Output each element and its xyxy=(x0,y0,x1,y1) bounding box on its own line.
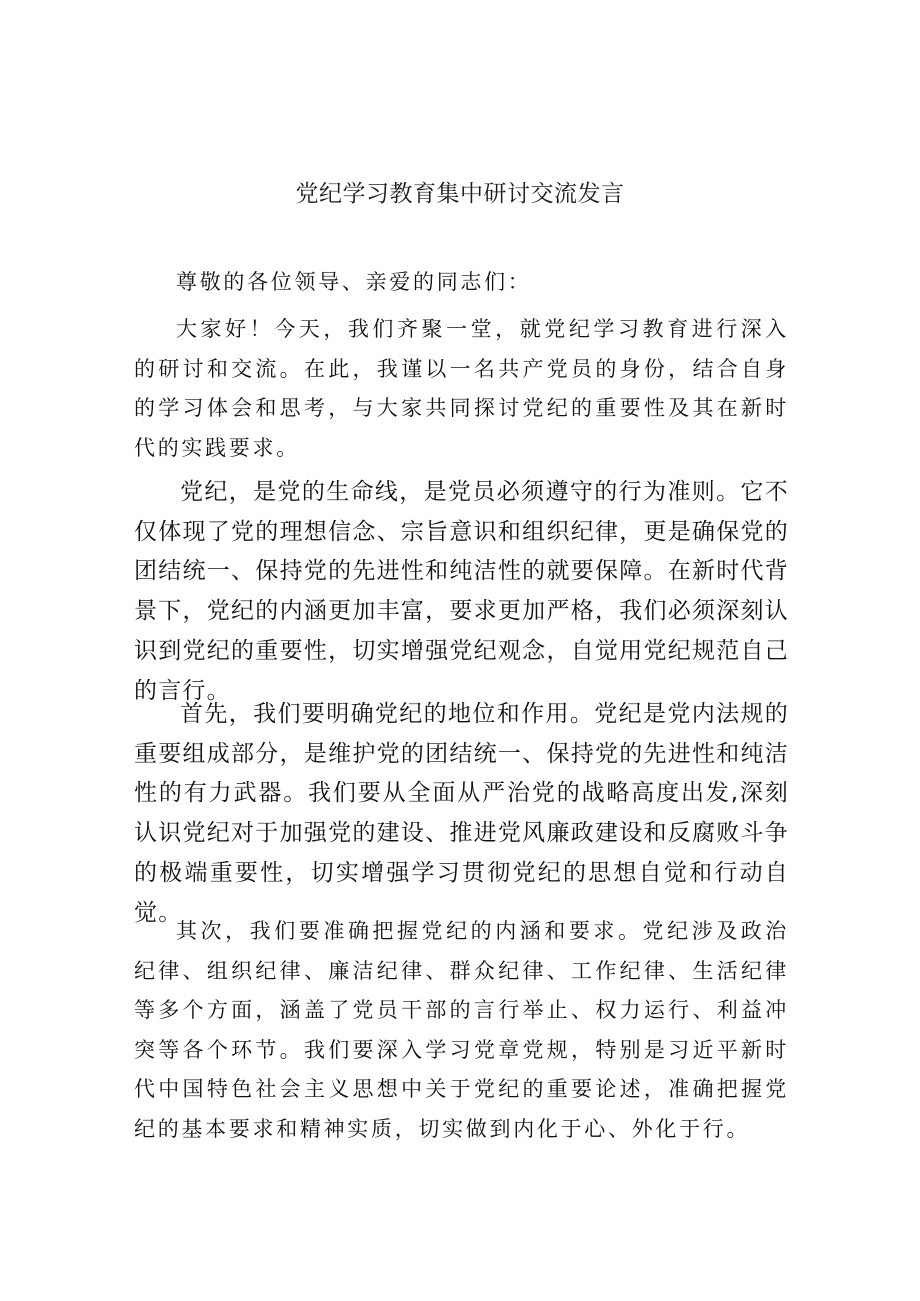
paragraph-party-discipline: 党纪，是党的生命线，是党员必须遵守的行为准则。它不仅体现了党的理想信念、宗旨意识和组织纪律，更是确保党的团结统一、保持党的先进性和纯洁性的就要保障。在新时代背景下，党纪的内涵更加丰富，要求更加严格，我们必须深刻认识到党纪的重要性，切实增强党纪观念，自觉用党纪规范自己的言行。 xyxy=(134,479,789,704)
greeting-line: 尊敬的各位领导、亲爱的同志们： xyxy=(176,270,532,294)
paragraph-first-point: 首先，我们要明确党纪的地位和作用。党纪是党内法规的重要组成部分，是维护党的团结统一、保持党的先进性和纯洁性的有力武器。我们要从全面从严治党的战略高度出发,深刻认识党纪对于加强党的建设、推进党风廉政建设和反腐败斗争的极端重要性，切实增强学习贯彻党纪的思想自觉和行动自觉。 xyxy=(134,701,789,926)
paragraph-opening: 大家好！今天，我们齐聚一堂，就党纪学习教育进行深入的研讨和交流。在此，我谨以一名共产党员的身份，结合自身的学习体会和思考，与大家共同探讨党纪的重要性及其在新时代的实践要求。 xyxy=(134,317,789,460)
document-title: 党纪学习教育集中研讨交流发言 xyxy=(295,181,625,207)
paragraph-second-point: 其次，我们要准确把握党纪的内涵和要求。党纪涉及政治纪律、组织纪律、廉洁纪律、群众纪律、工作纪律、生活纪律等多个方面，涵盖了党员干部的言行举止、权力运行、利益冲突等各个环节。我们要深入学习党章党规，特别是习近平新时代中国特色社会主义思想中关于党纪的重要论述，准确把握党纪的基本要求和精神实质，切实做到内化于心、外化于行。 xyxy=(134,919,789,1141)
